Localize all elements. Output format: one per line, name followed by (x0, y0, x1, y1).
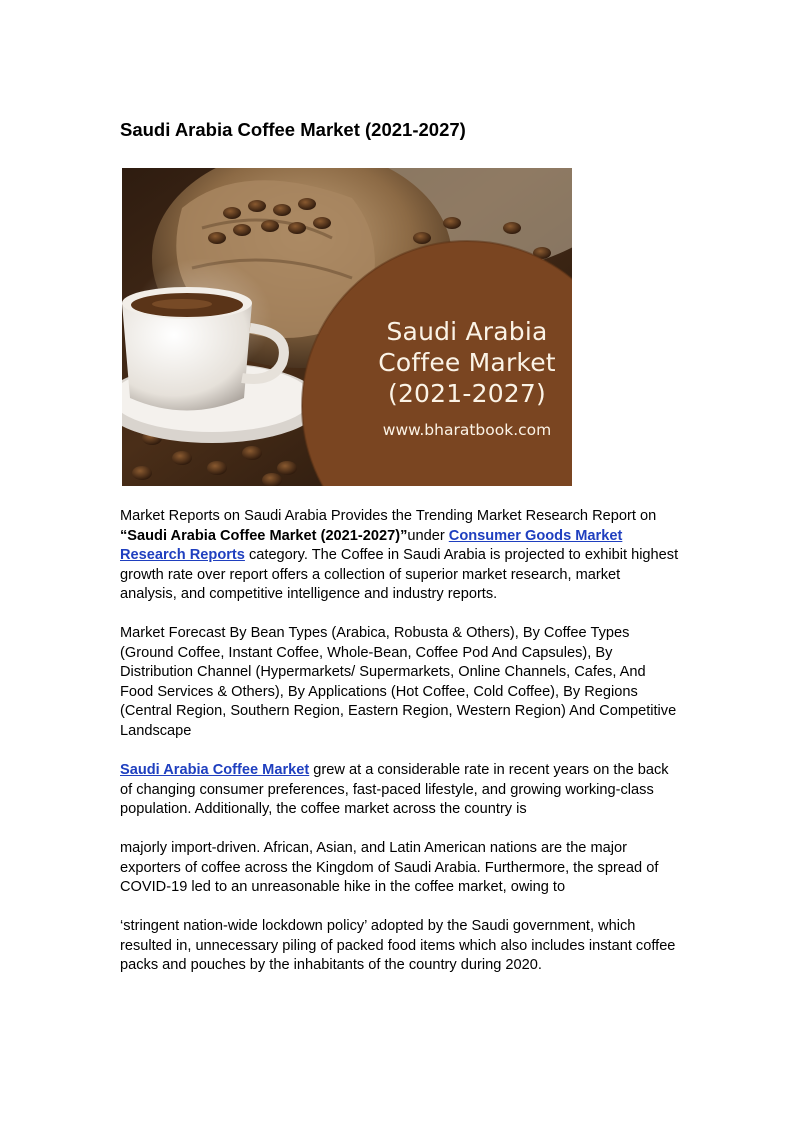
banner-line-3: (2021-2027) (388, 379, 546, 408)
paragraph-imports: majorly import-driven. African, Asian, and Latin American nations are the major exporters of coffee across the Kingdom of Saudi Arabia. Furthermore, the spread of COVID-19 led to an unreasonable hike in the coffee market, owing to (120, 840, 659, 895)
banner-line-1: Saudi Arabia (386, 317, 548, 346)
paragraph-forecast: Market Forecast By Bean Types (Arabica, Robusta & Others), By Coffee Types (Ground Coffee, Instant Coffee, Whole-Bean, Coffee Pod And Capsules), By Distribution Channel (Hypermarkets/ Supermarkets, Online Channels, Cafes, And Food Services & Others), By Applications (Hot Coffee, Cold Coffee), By Regions (Central Region, Southern Region, Eastern Region, Western Region) And Competitive Landscape (120, 625, 677, 739)
coffee-market-link[interactable]: Saudi Arabia Coffee Market (120, 762, 310, 778)
banner-image (122, 168, 572, 486)
under-text: under (407, 527, 449, 544)
banner-website: www.bharatbook.com (382, 421, 552, 439)
banner-line-2: Coffee Market (378, 348, 556, 377)
paragraph-lockdown: ‘stringent nation-wide lockdown policy’ adopted by the Saudi government, which resulted in, unnecessary piling of packed food items which also includes instant coffee packs and pouches by the inhabitants of the country during 2020. (120, 918, 676, 973)
intro-text: Market Reports on Saudi Arabia Provides the Trending Market Research Report on (120, 508, 657, 524)
intro-rest-text: category. The Coffee in Saudi Arabia is projected to exhibit highest growth rate over report offers a collection of superior market research, market analysis, and competitive intelligence and industry reports. (120, 547, 679, 602)
paragraph-growth (120, 761, 680, 820)
page-title: Saudi Arabia Coffee Market (2021-2027) (120, 119, 466, 140)
paragraph-intro (120, 507, 680, 605)
growth-text: grew at a considerable rate in recent years on the back of changing consumer preferences, fast-paced lifestyle, and growing working-class population. Additionally, the coffee market across the country is (120, 762, 669, 817)
consumer-goods-link[interactable]: Consumer Goods Market Research Reports (120, 527, 623, 563)
report-title-quote: “Saudi Arabia Coffee Market (2021-2027)” (120, 527, 408, 544)
banner-caption (342, 316, 572, 439)
